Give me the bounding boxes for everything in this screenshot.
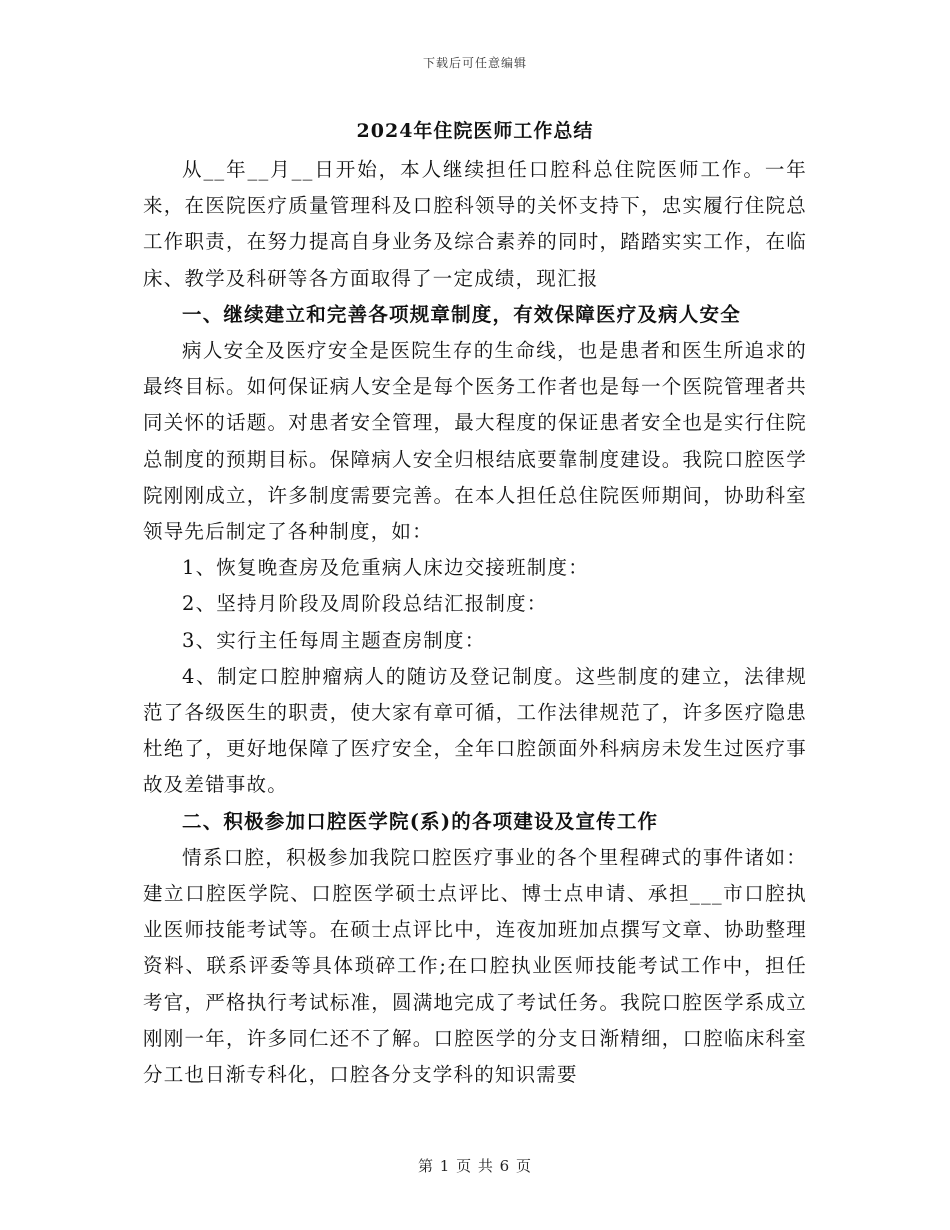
list-item-3: 3、实行主任每周主题查房制度： — [182, 628, 486, 652]
document-body — [143, 152, 807, 1093]
header-note: 下载后可任意编辑 — [422, 56, 527, 70]
list-item-1: 1、恢复晚查房及危重病人床边交接班制度： — [182, 556, 589, 580]
document-title: 2024年住院医师工作总结 — [356, 120, 594, 142]
section-heading-1: 一、继续建立和完善各项规章制度，有效保障医疗及病人安全 — [182, 302, 741, 326]
list-item-4: 4、制定口腔肿瘤病人的随访及登记制度。这些制度的建立，法律规范了各级医生的职责，使大家有章可循，工作法律规范了，许多医疗隐患杜绝了，更好地保障了医疗安全，全年口腔颌面外科病房未发生过医疗事故及差错事故。 — [143, 664, 807, 797]
section-heading-2: 二、积极参加口腔医学院(系)的各项建设及宣传工作 — [182, 809, 659, 833]
paragraph-intro: 从__年__月__日开始，本人继续担任口腔科总住院医师工作。一年来，在医院医疗质量管理科及口腔科领导的关怀支持下，忠实履行住院总工作职责，在努力提高自身业务及综合素养的同时，踏踏实实工作，在临床、教学及科研等各方面取得了一定成绩，现汇报 — [143, 158, 807, 290]
paragraph-safety: 病人安全及医疗安全是医院生存的生命线，也是患者和医生所追求的最终目标。如何保证病人安全是每个医务工作者也是每一个医院管理者共同关怀的话题。对患者安全管理，最大程度的保证患者安全也是实行住院总制度的预期目标。保障病人安全归根结底要靠制度建设。我院口腔医学院刚刚成立，许多制度需要完善。在本人担任总住院医师期间，协助科室领导先后制定了各种制度，如： — [143, 339, 807, 544]
list-item-2: 2、坚持月阶段及周阶段总结汇报制度： — [182, 592, 548, 616]
paragraph-promotion: 情系口腔，积极参加我院口腔医疗事业的各个里程碑式的事件诸如：建立口腔医学院、口腔医学硕士点评比、博士点申请、承担___市口腔执业医师技能考试等。在硕士点评比中，连夜加班加点撰写文章、协助整理资料、联系评委等具体琐碎工作;在口腔执业医师技能考试工作中，担任考官，严格执行考试标准，圆满地完成了考试任务。我院口腔医学系成立刚刚一年，许多同仁还不了解。口腔医学的分支日渐精细，口腔临床科室分工也日渐专科化，口腔各分支学科的知识需要 — [143, 845, 807, 1087]
page-number: 第 1 页 共 6 页 — [418, 1157, 532, 1175]
